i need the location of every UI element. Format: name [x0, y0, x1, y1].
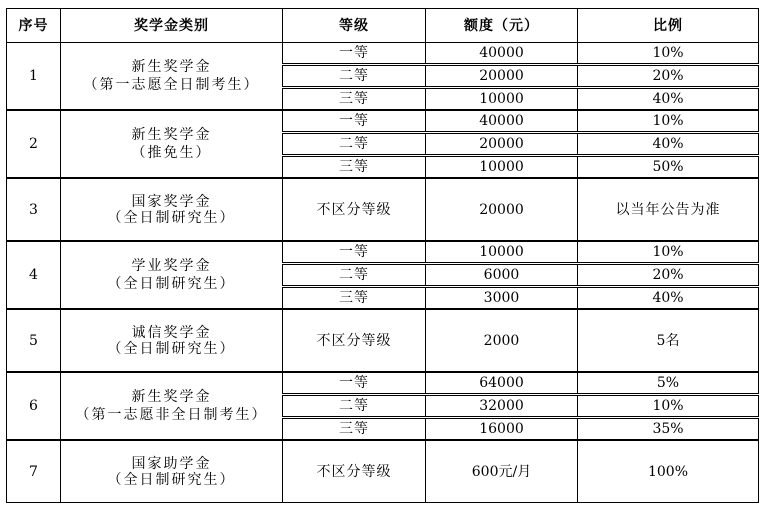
- grade-ratio: 5%: [578, 372, 759, 395]
- grade-amount: 20000: [426, 133, 578, 156]
- table-row: [7, 43, 759, 65]
- grade-level: 三等: [283, 418, 426, 441]
- grade-amount: 64000: [426, 372, 578, 395]
- grade-amount: 40000: [426, 43, 578, 65]
- grade-ratio: 40%: [578, 88, 759, 111]
- row-category: [61, 309, 283, 372]
- table-row: [7, 309, 759, 372]
- grade-amount: 10000: [426, 241, 578, 264]
- grade-amount: 600元/月: [426, 440, 578, 503]
- row-index: 3: [7, 178, 61, 241]
- header-amount: 额度（元）: [426, 9, 578, 43]
- scholarship-table: [6, 8, 759, 503]
- row-category: [61, 372, 283, 440]
- grade-level: 二等: [283, 395, 426, 418]
- row-index: 6: [7, 372, 61, 440]
- row-index: 1: [7, 43, 61, 111]
- grade-amount: 16000: [426, 418, 578, 441]
- grade-level: 一等: [283, 43, 426, 65]
- header-category: 奖学金类别: [61, 9, 283, 43]
- category-scope: （第一志愿非全日制考生）: [75, 407, 268, 423]
- grade-amount: 6000: [426, 264, 578, 287]
- grade-level: 不区分等级: [283, 440, 426, 503]
- table-row: [7, 372, 759, 395]
- grade-level: 三等: [283, 88, 426, 111]
- grade-level: 一等: [283, 241, 426, 264]
- grade-amount: 3000: [426, 287, 578, 310]
- grade-level: 一等: [283, 372, 426, 395]
- grade-ratio: 10%: [578, 395, 759, 418]
- grade-ratio: 10%: [578, 43, 759, 65]
- grade-ratio: 40%: [578, 133, 759, 156]
- category-scope: （第一志愿全日制考生）: [83, 77, 260, 93]
- category-scope: （全日制研究生）: [107, 340, 236, 357]
- category-name: 新生奖学金: [131, 127, 212, 143]
- grade-ratio: 35%: [578, 418, 759, 441]
- category-scope: （全日制研究生）: [107, 471, 236, 488]
- grade-amount: 2000: [426, 309, 578, 372]
- category-scope: （全日制研究生）: [107, 209, 236, 226]
- category-name: 学业奖学金: [131, 258, 212, 274]
- row-index: 7: [7, 440, 61, 503]
- table-row: [7, 178, 759, 241]
- grade-level: 不区分等级: [283, 178, 426, 241]
- grade-amount: 40000: [426, 110, 578, 133]
- grade-amount: 20000: [426, 65, 578, 88]
- grade-amount: 10000: [426, 156, 578, 179]
- category-name: 新生奖学金: [131, 389, 212, 405]
- header-level: 等级: [283, 9, 426, 43]
- grade-amount: 32000: [426, 395, 578, 418]
- category-name: 国家奖学金: [131, 193, 212, 210]
- grade-ratio: 以当年公告为准: [578, 178, 759, 241]
- grade-amount: 10000: [426, 88, 578, 111]
- row-category: [61, 440, 283, 503]
- category-name: 新生奖学金: [131, 59, 212, 75]
- row-category: [61, 110, 283, 178]
- grade-ratio: 10%: [578, 241, 759, 264]
- table-row: [7, 241, 759, 264]
- grade-level: 不区分等级: [283, 309, 426, 372]
- grade-level: 一等: [283, 110, 426, 133]
- table-row: [7, 110, 759, 133]
- grade-amount: 20000: [426, 178, 578, 241]
- category-name: 国家助学金: [131, 455, 212, 472]
- grade-ratio: 5名: [578, 309, 759, 372]
- grade-ratio: 20%: [578, 65, 759, 88]
- grade-level: 二等: [283, 65, 426, 88]
- grade-level: 二等: [283, 264, 426, 287]
- grade-ratio: 10%: [578, 110, 759, 133]
- grade-level: 二等: [283, 133, 426, 156]
- table-row: [7, 440, 759, 503]
- category-name: 诚信奖学金: [131, 324, 212, 341]
- header-index: 序号: [7, 9, 61, 43]
- row-category: [61, 43, 283, 111]
- grade-level: 三等: [283, 156, 426, 179]
- row-category: [61, 178, 283, 241]
- table-wrapper: [6, 8, 759, 503]
- row-index: 4: [7, 241, 61, 309]
- row-index: 5: [7, 309, 61, 372]
- grade-ratio: 50%: [578, 156, 759, 179]
- table-header-row: [7, 9, 759, 43]
- grade-level: 三等: [283, 287, 426, 310]
- header-ratio: 比例: [578, 9, 759, 43]
- grade-ratio: 100%: [578, 440, 759, 503]
- row-category: [61, 241, 283, 309]
- grade-ratio: 40%: [578, 287, 759, 310]
- category-scope: （全日制研究生）: [107, 276, 236, 292]
- row-index: 2: [7, 110, 61, 178]
- grade-ratio: 20%: [578, 264, 759, 287]
- category-scope: （推免生）: [131, 145, 212, 161]
